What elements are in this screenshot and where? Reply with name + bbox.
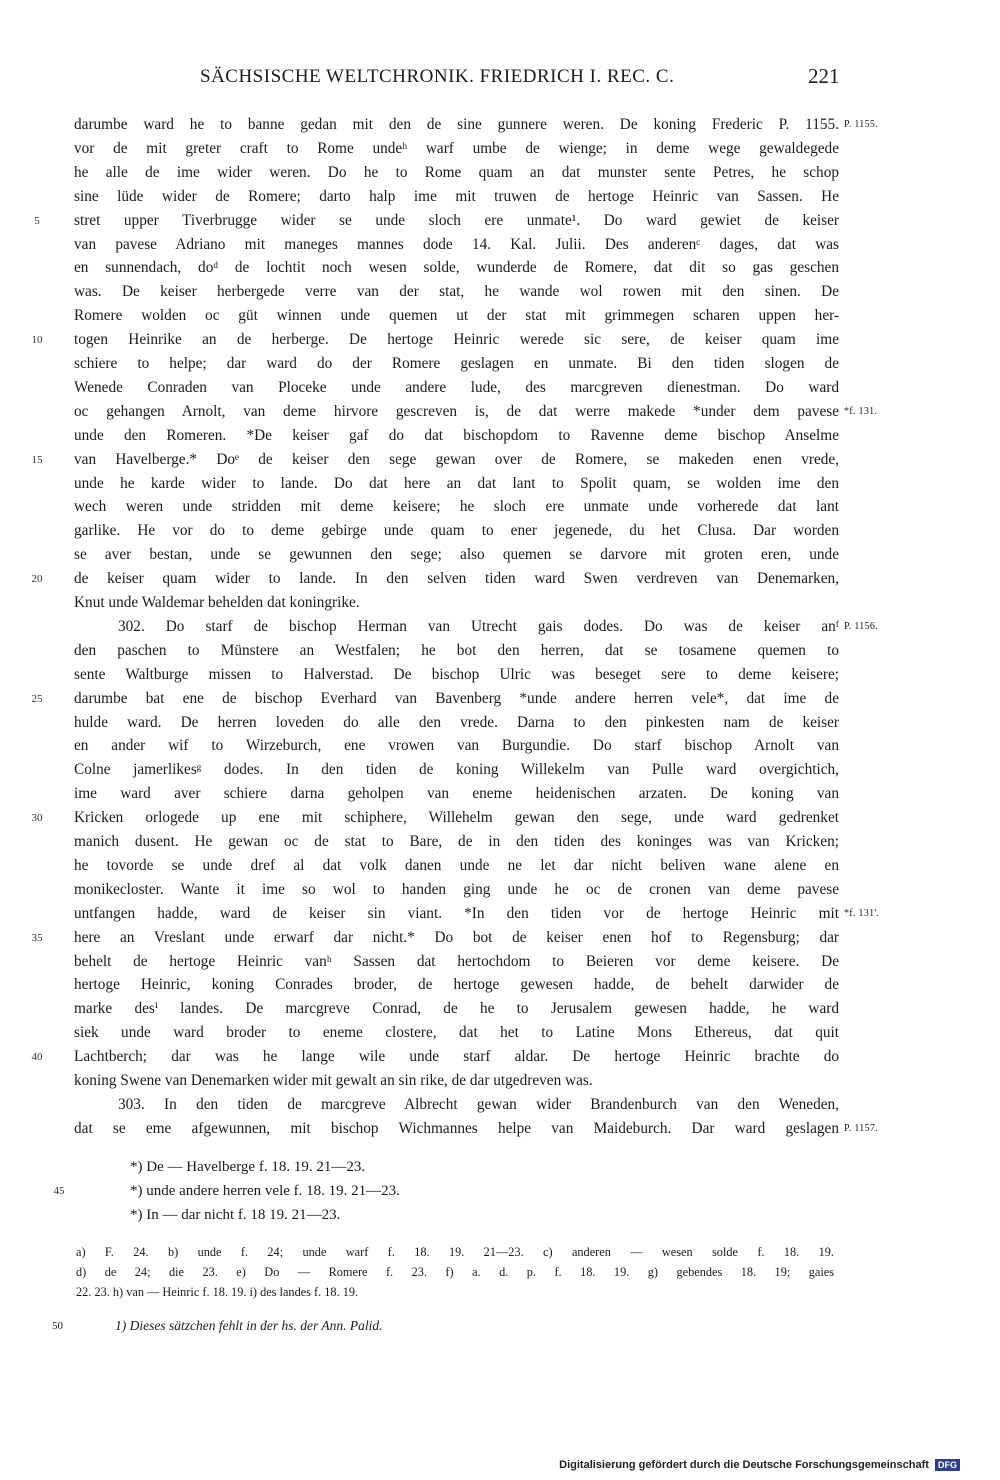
text-line: 302. Do starf de bischop Herman van Utrecht gais dodes. Do was de keiser anᶠ (118, 618, 839, 635)
text-line: se aver bestan, unde se gewunnen den sege; also quemen se darvore mit groten eren, unde (74, 546, 839, 563)
text-line: he alle de ime wider weren. Do he to Rome quam an dat munster sente Petres, he schop (74, 164, 839, 181)
dfg-credit (559, 1459, 960, 1471)
line-number: 20 (31, 573, 43, 585)
line-number: 30 (31, 812, 43, 824)
text-line: en sunnendach, doᵈ de lochtit noch wesen solde, wunderde de Romere, dat dit so gas geschen (74, 259, 839, 276)
line-number: 5 (34, 215, 40, 227)
text-line: sine lüde wider de Romere; darto halp ime mit truwen de hertoge Heinric van Sassen. He (74, 188, 839, 205)
apparatus-line: a) F. 24. b) unde f. 24; unde warf f. 18. 19. 21—23. c) anderen — wesen solde f. 18. 19. (76, 1245, 834, 1259)
text-line: was. De keiser herbergede verre van der stat, he wande wol rowen mit den sinen. De (74, 283, 839, 300)
text-line: ime ward aver schiere darna geholpen van eneme heidenischen arzaten. De koning van (74, 785, 839, 802)
header-title: SÄCHSISCHE WELTCHRONIK. FRIEDRICH I. REC. C. (200, 66, 675, 87)
text-line: oc gehangen Arnolt, van deme hirvore gescreven is, de dat werre makede *under dem pavese (74, 403, 839, 420)
margin-note: P. 1155. (844, 119, 878, 130)
text-line: togen Heinrike an de herberge. De hertoge Heinric werede sic sere, de keiser quam ime (74, 331, 839, 348)
text-line: Colne jamerlikesᵍ dodes. In den tiden de koning Willekelm van Pulle ward overgichtich, (74, 761, 839, 778)
margin-note: *f. 131. (844, 406, 878, 417)
text-line: unde den Romeren. *De keiser gaf do dat bischopdom to Ravenne deme bischop Anselme (74, 427, 839, 444)
variant-note: *) De — Havelberge f. 18. 19. 21—23. (130, 1159, 366, 1175)
text-line: hertoge Heinric, koning Conrades broder, de hertoge gewesen hadde, de behelt darwider de (74, 976, 839, 993)
variant-note: *) unde andere herren vele f. 18. 19. 21—23. (130, 1183, 400, 1199)
text-line: Wenede Conraden van Ploceke unde andere lude, des marcgreven dienestman. Do ward (74, 379, 839, 396)
line-number: 45 (53, 1185, 65, 1197)
text-line: stret upper Tiverbrugge wider se unde sloch ere unmate¹. Do ward gewiet de keiser (74, 212, 839, 229)
text-line: Knut unde Waldemar behelden dat koningrike. (74, 594, 360, 611)
footnote: 1) Dieses sätzchen fehlt in der hs. der Ann. Palid. (115, 1318, 383, 1333)
text-line: koning Swene van Denemarken wider mit gewalt an sin rike, de dar utgedreven was. (74, 1072, 593, 1089)
variant-note: *) In — dar nicht f. 18 19. 21—23. (130, 1207, 341, 1223)
apparatus-line: 22. 23. h) van — Heinric f. 18. 19. i) des landes f. 18. 19. (76, 1285, 359, 1299)
text-line: Romere wolden oc güt winnen unde quemen ut der stat mit grimmegen scharen uppen her- (74, 307, 839, 324)
text-line: he tovorde se unde dref al dat volk danen unde ne let dar nicht beliven wane alene en (74, 857, 839, 874)
text-line: sente Waltburge missen to Halverstad. De bischop Ulric was beseget sere to deme keisere; (74, 666, 839, 683)
text-line: behelt de hertoge Heinric vanʰ Sassen dat hertochdom to Beieren vor deme keisere. De (74, 953, 839, 970)
running-header (0, 66, 1000, 94)
line-number: 35 (31, 932, 43, 944)
text-line: 303. In den tiden de marcgreve Albrecht gewan wider Brandenburch van den Weneden, (118, 1096, 839, 1113)
text-line: den paschen to Münstere an Westfalen; he bot den herren, dat se tosamene quemen to (74, 642, 839, 659)
margin-note: *f. 131'. (844, 908, 880, 919)
credit-text: Digitalisierung gefördert durch die Deutsche Forschungsgemeinschaft (559, 1459, 929, 1471)
text-line: Kricken orlogede up ene mit schiphere, Willehelm gewan den sege, unde ward gedrenket (74, 809, 839, 826)
text-line: unde he karde wider to lande. Do dat here an dat lant to Spolit quam, se wolden ime den (74, 475, 839, 492)
text-line: de keiser quam wider to lande. In den selven tiden ward Swen verdreven van Denemarken, (74, 570, 839, 587)
line-number: 40 (31, 1051, 43, 1063)
text-line: darumbe ward he to banne gedan mit den de sine gunnere weren. De koning Frederic P. 1155. (74, 116, 839, 133)
apparatus-line: d) de 24; die 23. e) Do — Romere f. 23. f) a. d. p. f. 18. 19. g) gebendes 18. 19; gaies (76, 1265, 834, 1279)
margin-note: P. 1156. (844, 621, 878, 632)
text-line: wech weren unde stridden mit deme keisere; he sloch ere unmate unde vorherede dat lant (74, 498, 839, 515)
text-line: van pavese Adriano mit maneges mannes dode 14. Kal. Julii. Des anderenᶜ dages, dat was (74, 236, 839, 253)
text-line: here an Vreslant unde erwarf dar nicht.* Do bot de keiser enen hof to Regensburg; dar (74, 929, 839, 946)
page-number: 221 (808, 64, 840, 88)
text-line: vor de mit greter craft to Rome undeʰ warf umbe de wienge; in deme wege gewaldegede (74, 140, 839, 157)
text-line: marke desⁱ landes. De marcgreve Conrad, de he to Jerusalem gewesen hadde, he ward (74, 1000, 839, 1017)
line-number: 10 (31, 334, 43, 346)
text-line: siek unde ward broder to eneme clostere, dat het to Latine Mons Ethereus, dat quit (74, 1024, 839, 1041)
margin-note: P. 1157. (844, 1123, 878, 1134)
text-line: hulde ward. De herren loveden do alle den vrede. Darna to den pinkesten nam de keiser (74, 714, 839, 731)
text-line: monikecloster. Wante it ime so wol to handen ging unde he oc de cronen van deme pavese (74, 881, 839, 898)
text-line: dat se eme afgewunnen, mit bischop Wichmannes helpe van Maideburch. Dar ward geslagen (74, 1120, 839, 1137)
text-line: van Havelberge.* Doᵉ de keiser den sege gewan over de Romere, se makeden enen vrede, (74, 451, 839, 468)
text-line: manich dusent. He gewan oc de stat to Bare, de in den tiden des koninges was van Kricken; (74, 833, 839, 850)
text-line: untfangen hadde, ward de keiser sin viant. *In den tiden vor de hertoge Heinric mit (74, 905, 839, 922)
footnote-line-number: 50 (52, 1320, 63, 1332)
line-number: 15 (31, 454, 43, 466)
text-line: en ander wif to Wirzeburch, ene vrowen van Burgundie. Do starf bischop Arnolt van (74, 737, 839, 754)
text-line: garlike. He vor do to deme gebirge unde quam to ener jegenede, du het Clusa. Dar worden (74, 522, 839, 539)
dfg-logo: DFG (935, 1459, 960, 1471)
text-line: schiere to helpe; dar ward do der Romere geslagen en unmate. Bi den tiden slogen de (74, 355, 839, 372)
text-line: darumbe bat ene de bischop Everhard van Bavenberg *unde andere herren vele*, dat ime de (74, 690, 839, 707)
line-number: 25 (31, 693, 43, 705)
text-line: Lachtberch; dar was he lange wile unde starf aldar. De hertoge Heinric brachte do (74, 1048, 839, 1065)
